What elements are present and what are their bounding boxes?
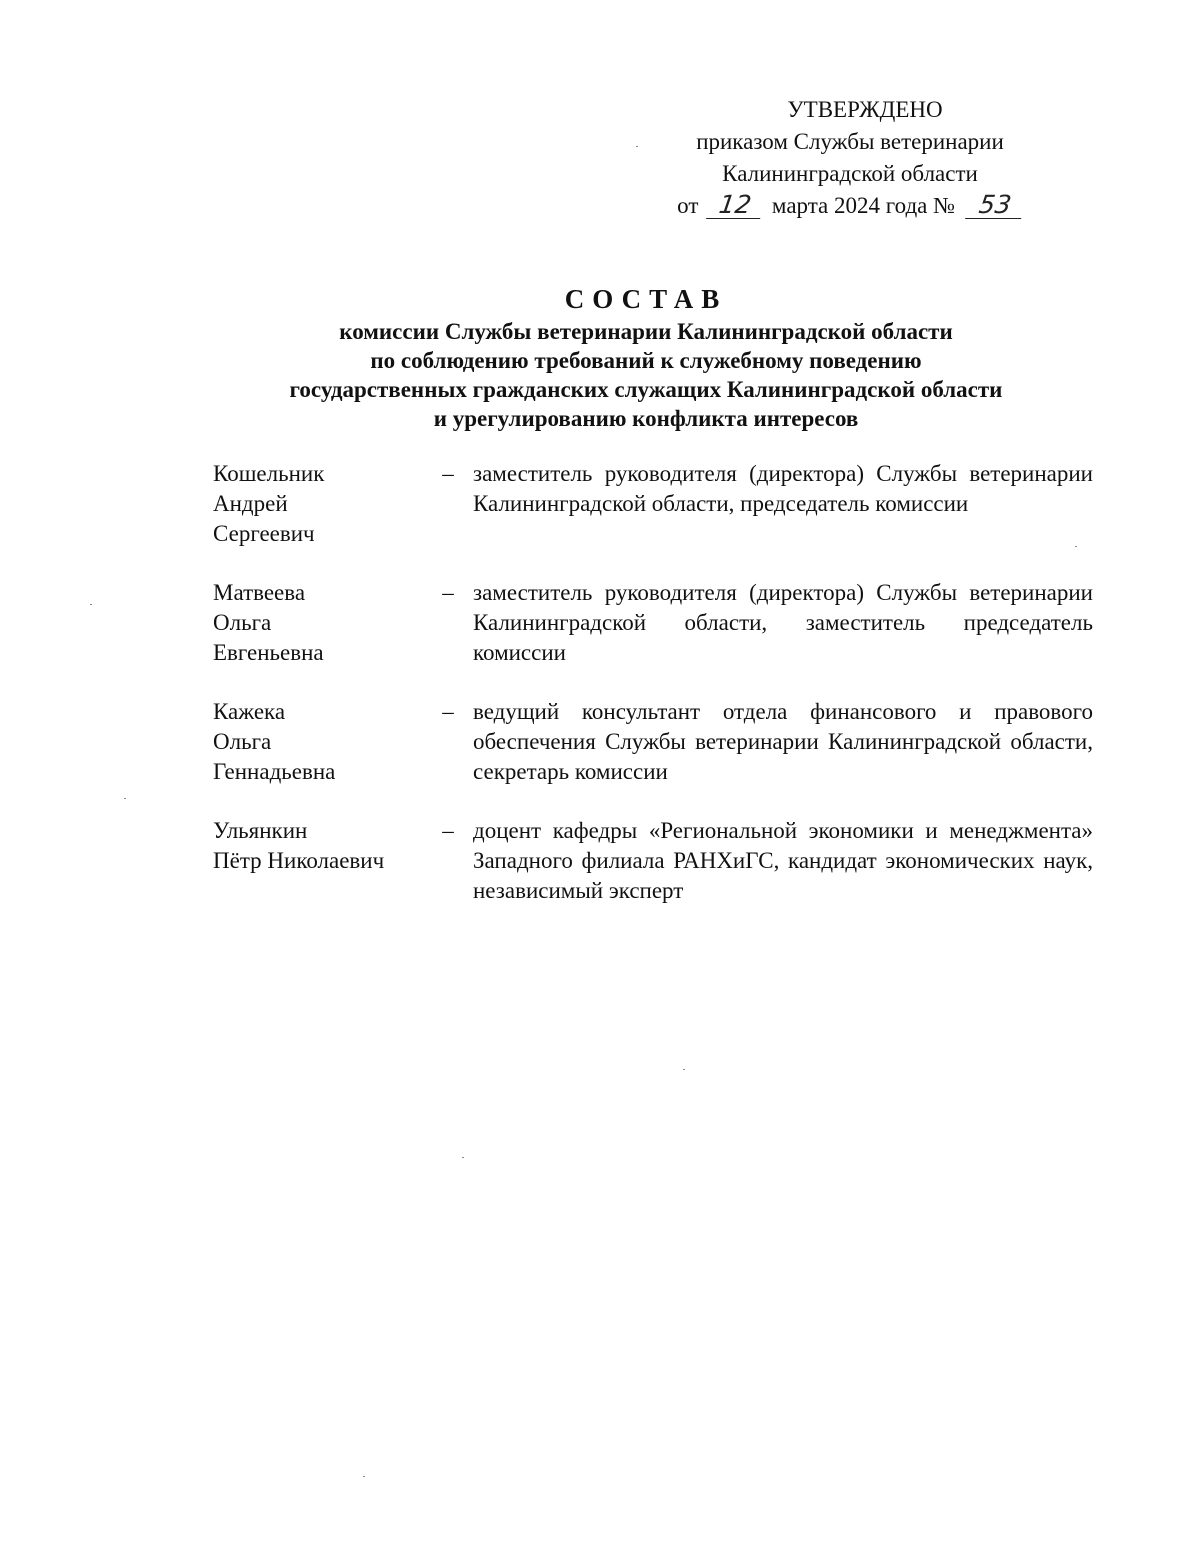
approval-date-line bbox=[640, 190, 1060, 222]
member-row bbox=[213, 459, 1093, 549]
member-patronymic: Сергеевич bbox=[213, 521, 315, 546]
member-surname: Кошельник bbox=[213, 461, 325, 486]
member-name bbox=[213, 459, 423, 549]
member-first-and-patronymic: Пётр Николаевич bbox=[213, 848, 385, 873]
scan-speck bbox=[683, 1069, 685, 1070]
approval-line-1: приказом Службы ветеринарии bbox=[696, 129, 1004, 154]
member-dash: – bbox=[442, 818, 454, 843]
handwritten-order-number: 53 bbox=[965, 192, 1025, 219]
member-role: доцент кафедры «Региональной экономики и менеджмента» Западного филиала РАНХиГС, кандидат экономических наук, независимый эксперт bbox=[473, 818, 1093, 903]
member-surname: Ульянкин bbox=[213, 818, 308, 843]
member-name bbox=[213, 697, 423, 787]
approval-line-2: Калининградской области bbox=[722, 161, 978, 186]
scan-speck bbox=[462, 1157, 464, 1158]
member-first-name: Ольга bbox=[213, 729, 272, 754]
member-patronymic: Евгеньевна bbox=[213, 640, 324, 665]
member-surname: Кажека bbox=[213, 699, 286, 724]
heading-line-1: комиссии Службы ветеринарии Калининградской области bbox=[339, 319, 953, 344]
member-role: заместитель руководителя (директора) Службы ветеринарии Калининградской области, заместитель председатель комиссии bbox=[473, 580, 1093, 665]
member-name bbox=[213, 816, 423, 876]
document-title: СОСТАВ bbox=[564, 284, 728, 314]
heading-line-4: и урегулированию конфликта интересов bbox=[433, 406, 859, 431]
scan-speck bbox=[1075, 546, 1077, 547]
approved-label: УТВЕРЖДЕНО bbox=[787, 97, 943, 122]
date-prefix: от bbox=[677, 193, 699, 218]
member-dash: – bbox=[442, 580, 454, 605]
member-dash: – bbox=[442, 461, 454, 486]
approval-stamp bbox=[640, 94, 1060, 222]
member-list bbox=[213, 459, 1093, 935]
heading-line-3: государственных гражданских служащих Калининградской области bbox=[289, 377, 1003, 402]
scan-speck bbox=[124, 798, 126, 799]
member-first-name: Ольга bbox=[213, 610, 272, 635]
document-heading bbox=[150, 283, 1142, 433]
scan-speck bbox=[363, 1476, 365, 1477]
member-row bbox=[213, 816, 1093, 906]
handwritten-day: 12 bbox=[706, 192, 764, 219]
member-role: ведущий консультант отдела финансового и правового обеспечения Службы ветеринарии Калининградской области, секретарь комиссии bbox=[473, 699, 1093, 784]
member-role: заместитель руководителя (директора) Службы ветеринарии Калининградской области, председатель комиссии bbox=[473, 461, 1093, 516]
scan-speck bbox=[636, 146, 638, 147]
member-surname: Матвеева bbox=[213, 580, 306, 605]
member-name bbox=[213, 578, 423, 668]
heading-line-2: по соблюдению требований к служебному поведению bbox=[370, 348, 922, 373]
member-patronymic: Геннадьевна bbox=[213, 759, 336, 784]
member-first-name: Андрей bbox=[213, 491, 288, 516]
date-middle: марта 2024 года № bbox=[771, 193, 956, 218]
scan-speck bbox=[90, 604, 92, 605]
member-dash: – bbox=[442, 699, 454, 724]
member-row bbox=[213, 697, 1093, 787]
member-row bbox=[213, 578, 1093, 668]
